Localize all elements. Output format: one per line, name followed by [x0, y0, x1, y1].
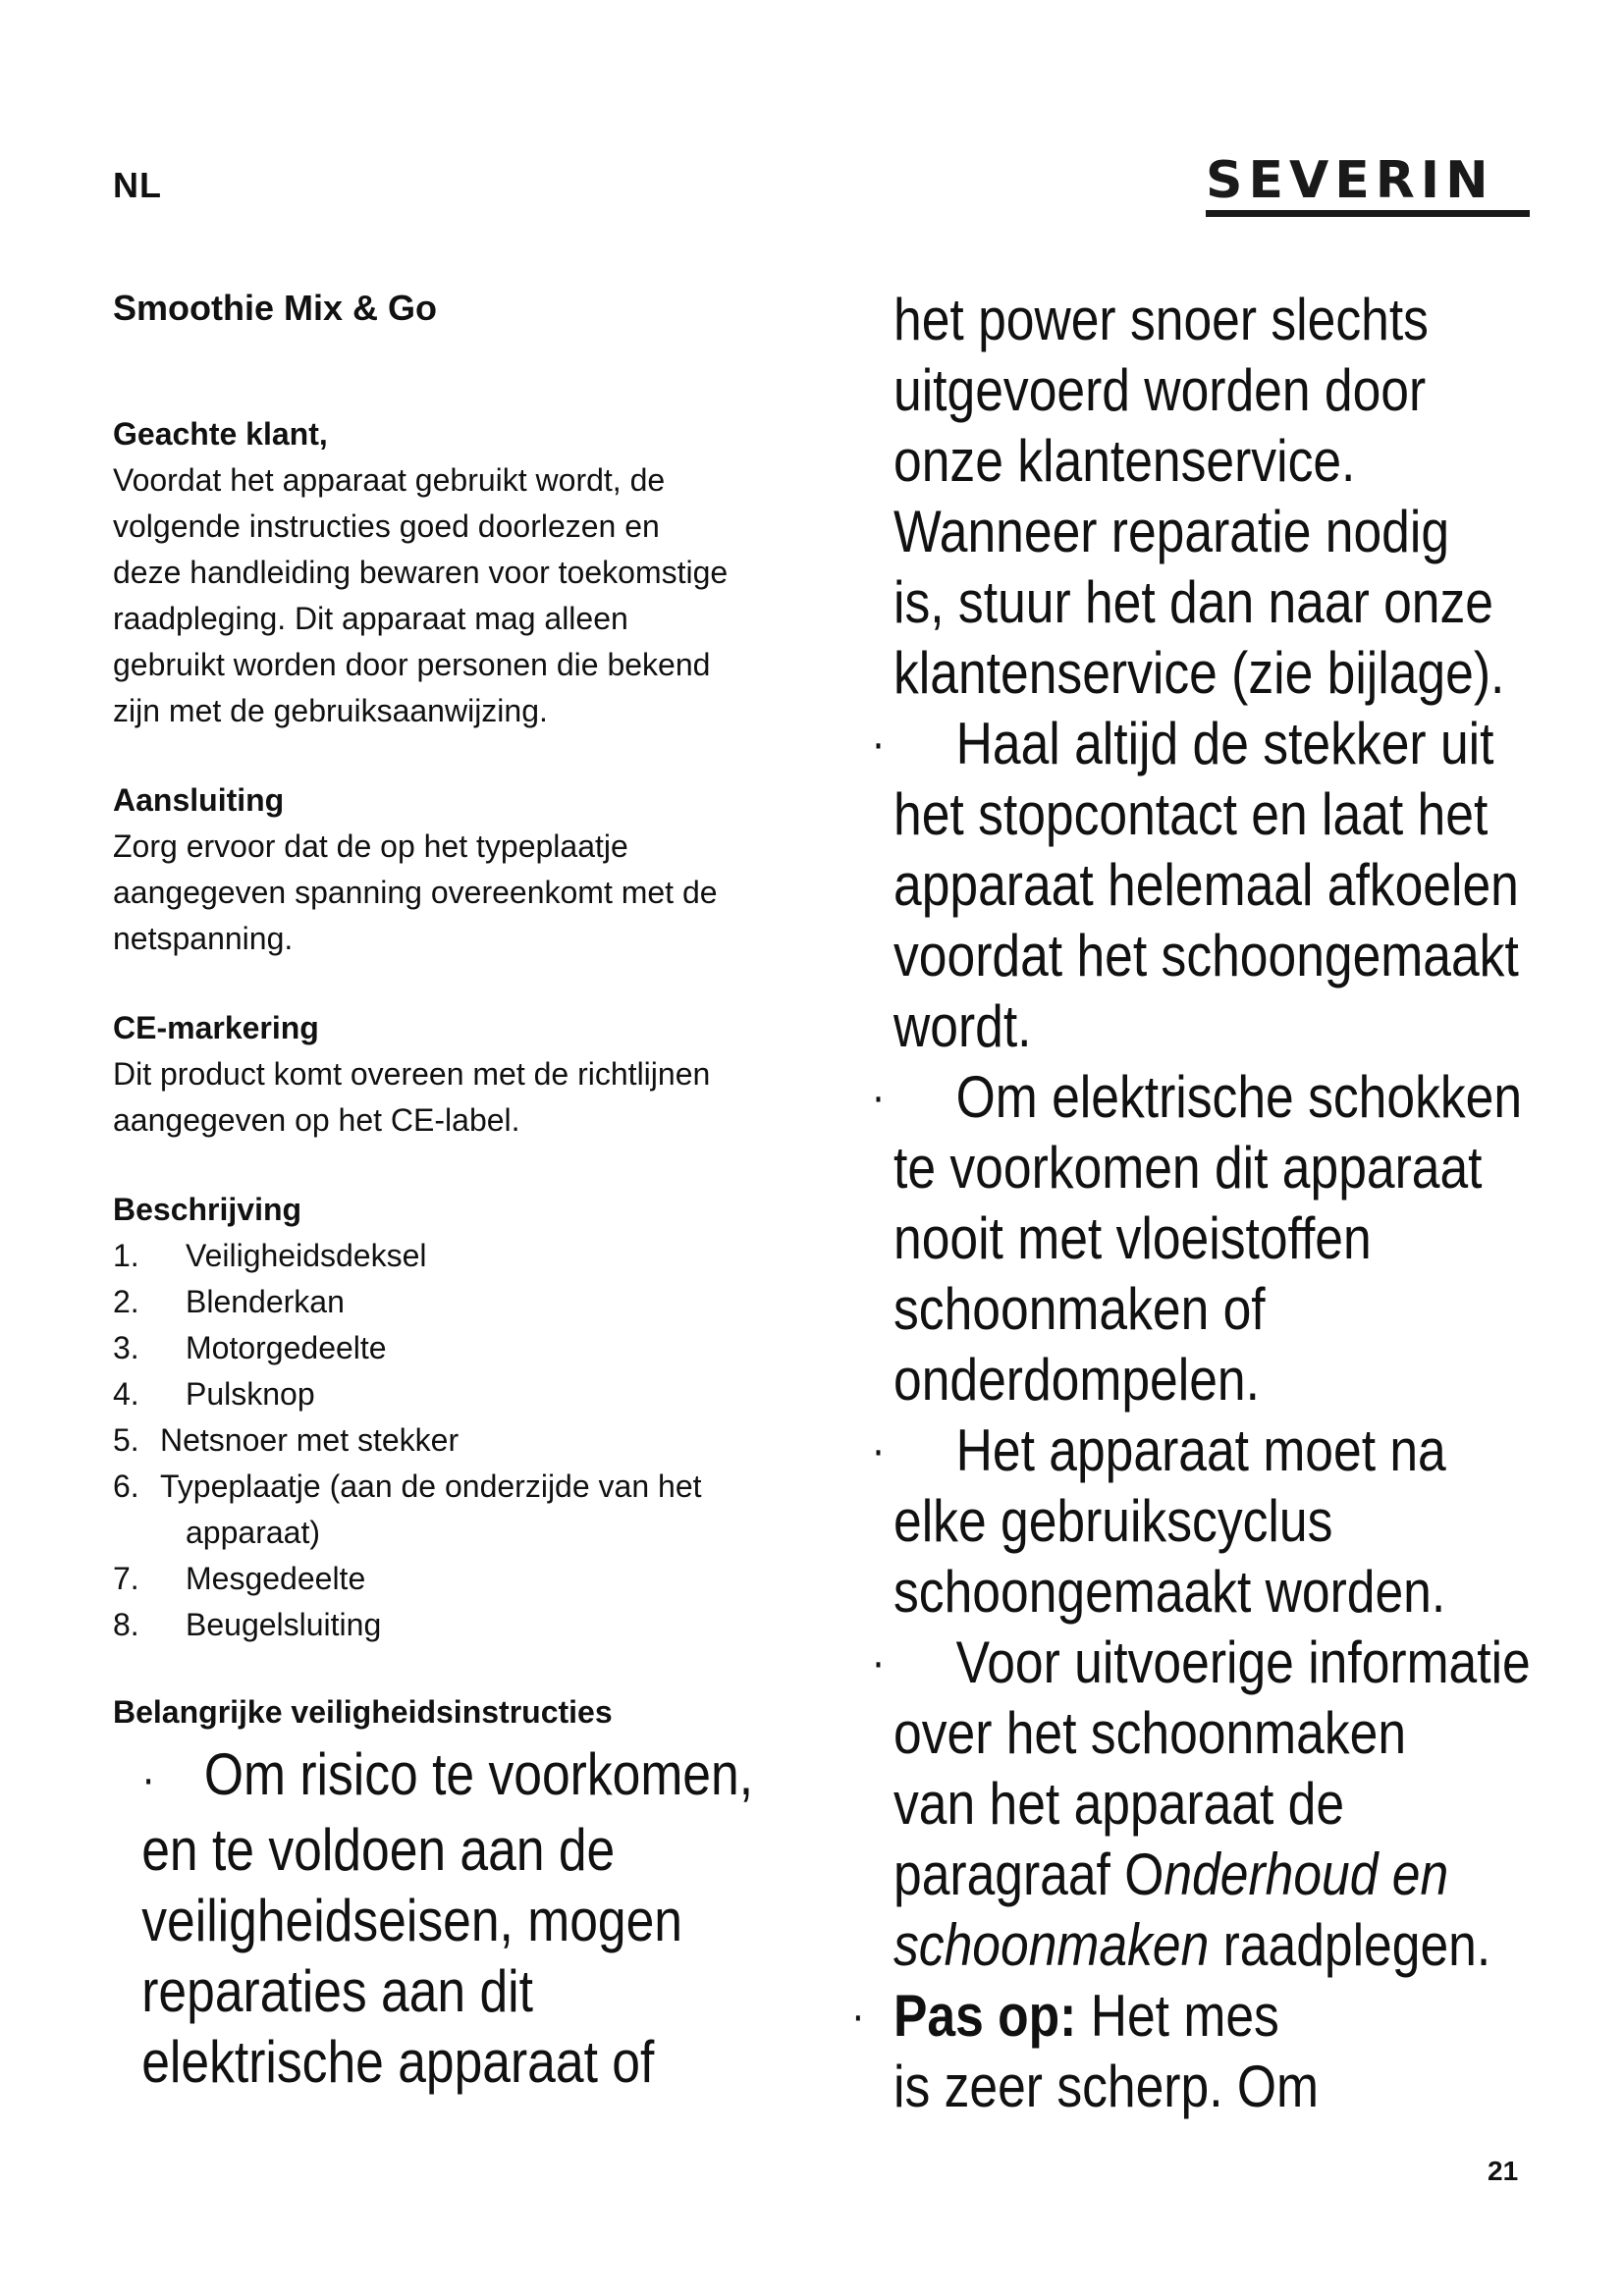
list-item: 5. Netsnoer met stekker: [113, 1422, 460, 1458]
ce-heading: CE-markering: [113, 1010, 319, 1045]
connection-heading: Aansluiting: [113, 782, 285, 818]
safety-bullet-clean: · Het apparaat moet na elke gebruikscyclus schoongemaakt worden.: [871, 1417, 1446, 1625]
product-title: Smoothie Mix & Go: [113, 288, 438, 328]
description-heading: Beschrijving: [113, 1192, 302, 1227]
safety-bullet-repairs: · Om risico te voorkomen, en te voldoen aan de veiligheidseisen, mogen reparaties aan dit elektrische apparaat of: [141, 1741, 754, 2095]
bullet-icon: ·: [851, 1990, 865, 2042]
safety-bullet-shock: · Om elektrische schokken te voorkomen dit apparaat nooit met vloeistoffen schoonmaken of onderdompelen.: [871, 1064, 1523, 1413]
safety-bullet-unplug: · Haal altijd de stekker uit het stopcontact en laat het apparaat helemaal afkoelen voordat het schoongemaakt wordt.: [871, 711, 1519, 1059]
list-item: 8. Beugelsluiting: [113, 1607, 382, 1642]
list-item: 2. Blenderkan: [113, 1284, 345, 1319]
page-number: 21: [1488, 2156, 1519, 2186]
brand-logo: SEVERIN: [1206, 155, 1530, 217]
bullet-icon: ·: [871, 1071, 886, 1123]
warning-label: Pas op:: [893, 1983, 1077, 2049]
list-item: 7. Mesgedeelte: [113, 1561, 366, 1596]
list-item: 3. Motorgedeelte: [113, 1330, 387, 1365]
bullet-icon: ·: [871, 1424, 886, 1476]
greeting-heading: Geachte klant,: [113, 416, 328, 452]
safety-heading: Belangrijke veiligheidsinstructies: [113, 1694, 613, 1730]
right-column: [851, 285, 1624, 2122]
language-code: NL: [113, 165, 162, 205]
bullet-icon: ·: [871, 718, 886, 770]
safety-bullet-info: · Voor uitvoerige informatie over het schoonmaken van het apparaat de paragraaf Onderhoud en schoonmaken raadplegen.: [871, 1629, 1531, 1978]
bullet-icon: ·: [141, 1753, 155, 1805]
ce-text: Dit product komt overeen met de richtlijnen aangegeven op het CE-label.: [113, 1056, 711, 1138]
connection-text: Zorg ervoor dat de op het typeplaatje aangegeven spanning overeenkomt met de netspanning.: [113, 828, 718, 956]
bullet-icon: ·: [871, 1636, 886, 1688]
list-item: 4. Pulsknop: [113, 1376, 315, 1412]
list-item: 6. Typeplaatje (aan de onderzijde van het apparaat): [113, 1468, 702, 1550]
safety-bullet-warning: · Pas op: Het mes is zeer scherp. Om: [851, 1983, 1319, 2119]
repairs-continued: het power snoer slechts uitgevoerd worden door onze klantenservice. Wanneer reparatie nodig is, stuur het dan naar onze klantenservice (zie bijlage).: [893, 287, 1505, 706]
list-item: 1. Veiligheidsdeksel: [113, 1238, 427, 1273]
left-column: [113, 285, 800, 2098]
description-list: [113, 1233, 800, 1648]
greeting-text: Voordat het apparaat gebruikt wordt, de volgende instructies goed doorlezen en deze handleiding bewaren voor toekomstige raadpleging. Dit apparaat mag alleen gebruikt worden door personen die bekend zijn met de gebruiksaanwijzing.: [113, 462, 729, 728]
